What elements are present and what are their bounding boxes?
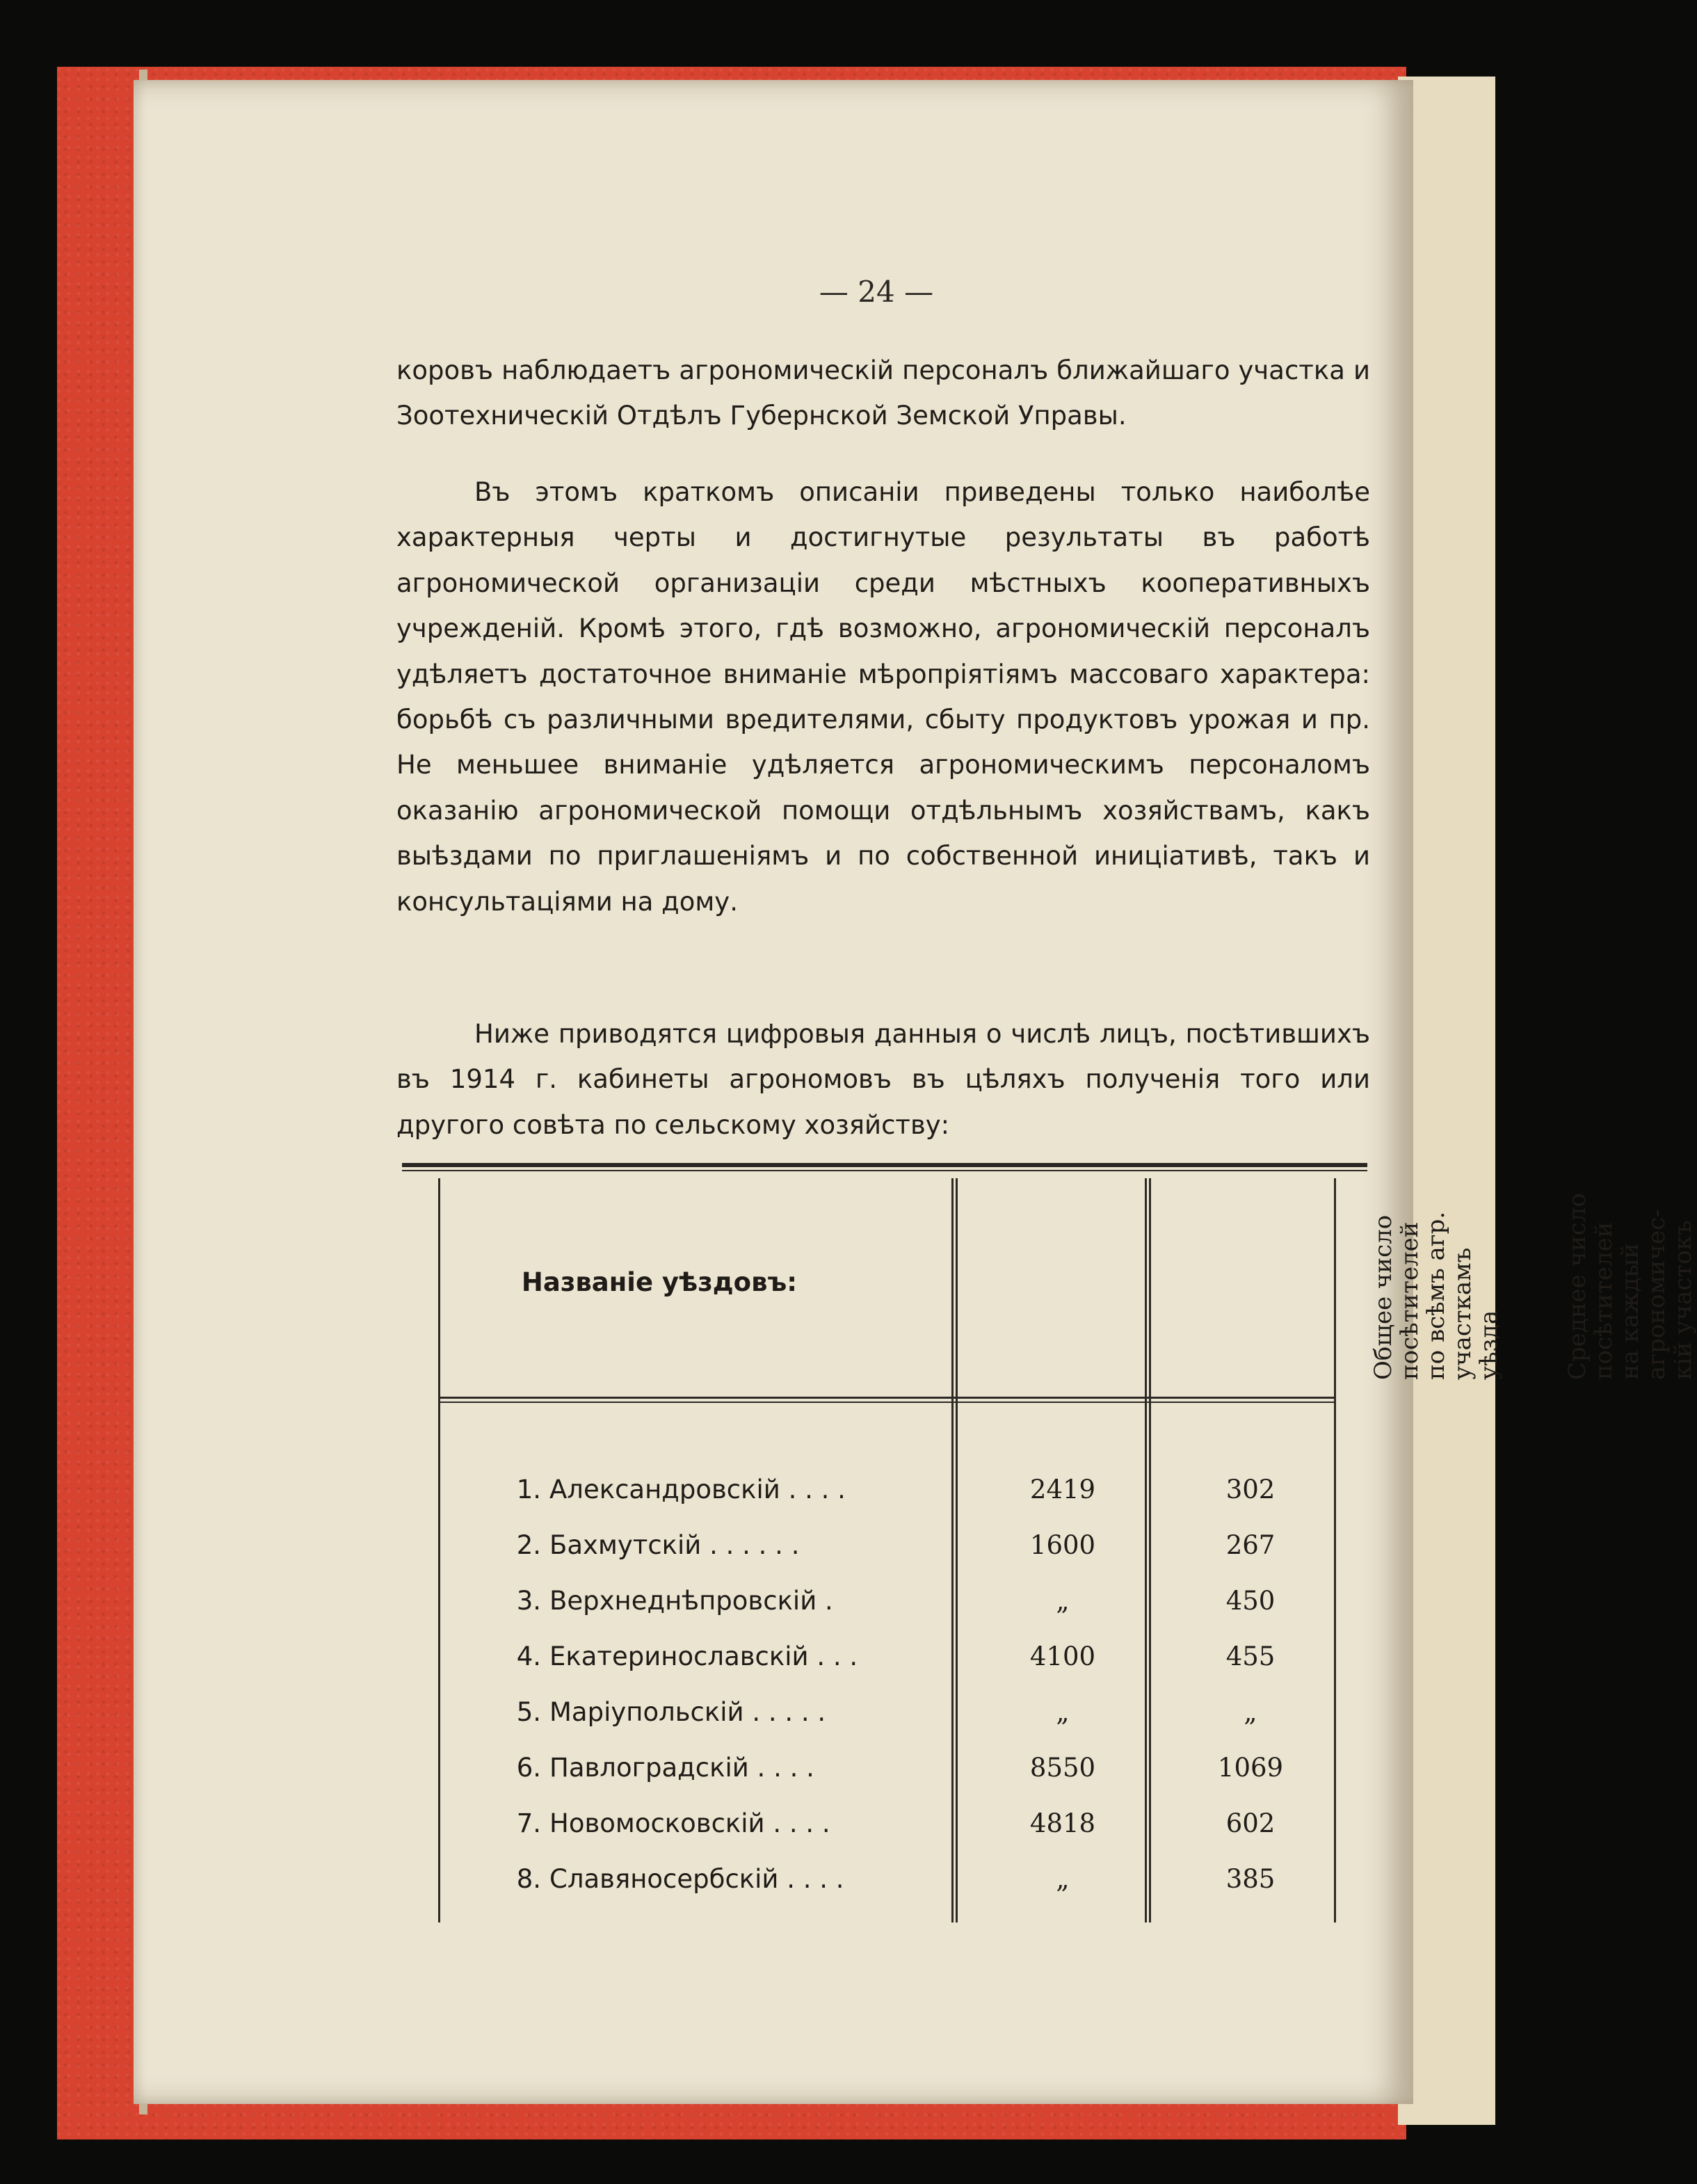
average-visitors: 302 [1225,1475,1276,1504]
district-name: Бахмутскій . . . . . . [549,1530,800,1560]
table-row [402,1475,1367,1530]
district-name: Екатеринославскій . . . [549,1641,858,1671]
page-number: — 24 — [819,275,934,309]
average-visitors: 385 [1225,1864,1276,1894]
district-name: Славяносербскій . . . . [549,1864,844,1894]
column-header-total-visitors: Общее число посѣтителей по всѣмъ агр. участкамъ уѣзда [1369,1211,1503,1380]
district-name: Александровскій . . . . [549,1475,846,1504]
column-header-average-visitors: Среднее число посѣтителей на каждый агрономичес- кій участокъ [1563,1193,1697,1380]
row-number: 2. [516,1530,541,1560]
header-rule [440,1397,1336,1399]
row-number: 5. [516,1697,541,1727]
table-row [402,1530,1367,1586]
district-name: Павлоградскій . . . . [549,1753,814,1783]
total-visitors: „ [1056,1586,1070,1616]
column-header-district: Названіе уѣздовъ: [521,1267,798,1297]
average-visitors: 602 [1225,1808,1276,1838]
table-row [402,1864,1367,1920]
district-name: Новомосковскій . . . . [549,1808,830,1838]
total-visitors: „ [1056,1697,1070,1727]
row-number: 8. [516,1864,541,1894]
total-visitors: 8550 [1029,1753,1096,1783]
row-number: 6. [516,1753,541,1783]
average-visitors: 267 [1225,1530,1276,1560]
total-visitors: 4100 [1029,1641,1096,1671]
total-visitors: „ [1056,1864,1070,1894]
row-number: 7. [516,1808,541,1838]
table-row [402,1641,1367,1697]
total-visitors: 2419 [1029,1475,1096,1504]
total-visitors: 1600 [1029,1530,1096,1560]
row-number: 1. [516,1475,541,1504]
visitors-table [402,1163,1697,1922]
average-visitors: „ [1244,1697,1257,1727]
district-name: Верхнеднѣпровскій . [549,1586,833,1616]
average-visitors: 1069 [1217,1753,1284,1783]
row-number: 4. [516,1641,541,1671]
header-rule-thin [440,1402,1336,1403]
paragraph-1: коровъ наблюдаетъ агрономическій персоналъ ближайшаго участка и Зоотехническій Отдѣлъ Губернской Земской Управы. [396,355,1370,431]
average-visitors: 450 [1225,1586,1276,1616]
table-row [402,1753,1367,1808]
average-visitors: 455 [1225,1641,1276,1671]
paragraph-2: Въ этомъ краткомъ описаніи приведены только наиболѣе характерныя черты и достигнутые результаты въ работѣ агрономической организаціи среди мѣстныхъ кооперативныхъ учрежденій. Кромѣ этого, гдѣ возможно, агрономическій персоналъ удѣляетъ достаточное вниманіе мѣропріятіямъ массоваго характера: борьбѣ съ различными вредителями, сбыту продуктовъ урожая и пр. Не меньшее вниманіе удѣляется агрономическимъ персоналомъ оказанію агрономической помощи отдѣльнымъ хозяйствамъ, какъ выѣздами по приглашеніямъ и по собственной иниціативѣ, такъ и консультаціями на дому. [396,477,1370,917]
table-row [402,1697,1367,1753]
table-top-rule-thin [402,1170,1367,1171]
row-number: 3. [516,1586,541,1616]
district-name: Маріупольскій . . . . . [549,1697,826,1727]
total-visitors: 4818 [1029,1808,1096,1838]
table-row [402,1586,1367,1641]
table-top-rule [402,1163,1367,1167]
table-row [402,1808,1367,1864]
paragraph-3: Ниже приводятся цифровыя данныя о числѣ лицъ, посѣтившихъ въ 1914 г. кабинеты агрономовъ въ цѣляхъ полученія того или другого совѣта по сельскому хозяйству: [396,1019,1370,1140]
